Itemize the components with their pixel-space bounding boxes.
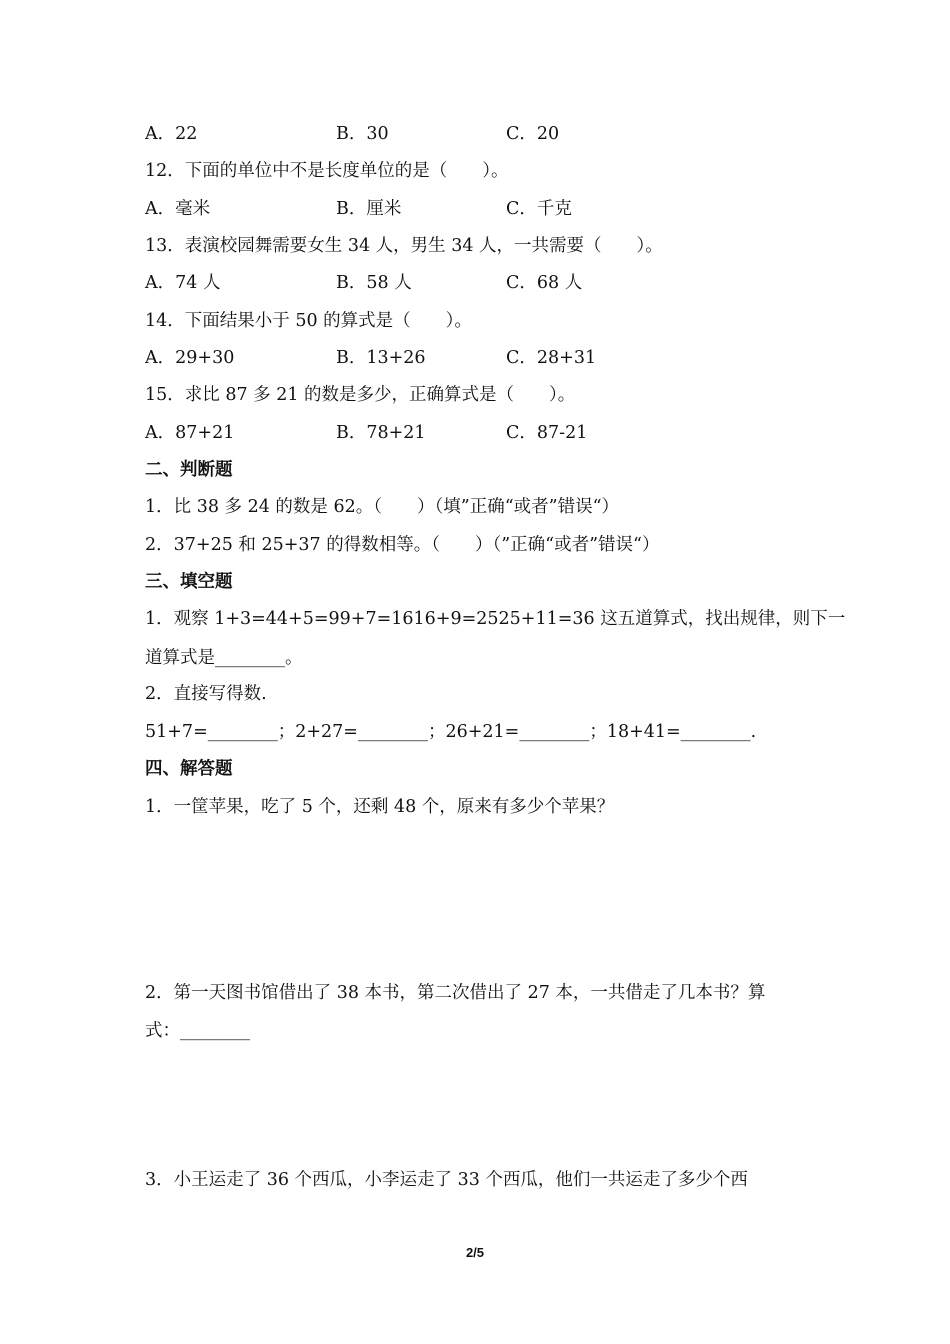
page-number: 2/5	[465, 1245, 485, 1260]
q12-stem: 12．下面的单位中不是长度单位的是（ ）。	[145, 161, 509, 181]
q11-option-c: C．20	[506, 124, 560, 144]
q11-option-b: B．30	[336, 124, 389, 144]
s3-question-1-line1: 1．观察 1+3=44+5=99+7=1616+9=2525+11=36 这五道算式，找出规律，则下一	[145, 609, 846, 629]
q15-option-a: A．87+21	[145, 423, 235, 443]
q13-stem: 13．表演校园舞需要女生 34 人，男生 34 人，一共需要（ ）。	[145, 236, 663, 256]
q14-option-a: A．29+30	[145, 348, 235, 368]
q13-option-c: C．68 人	[506, 273, 583, 293]
section-3-title: 三、填空题	[145, 572, 233, 592]
s3-question-2-items: 51+7=________；2+27=________；26+21=________；18+41=________.	[145, 722, 757, 742]
q14-option-b: B．13+26	[336, 348, 426, 368]
q12-option-c: C．千克	[506, 199, 572, 219]
s2-question-1: 1．比 38 多 24 的数是 62。（ ）（填”正确“或者”错误“）	[145, 497, 620, 517]
q13-option-a: A．74 人	[145, 273, 221, 293]
section-2-title: 二、判断题	[145, 460, 233, 480]
s4-question-1: 1．一筐苹果，吃了 5 个，还剩 48 个，原来有多少个苹果？	[145, 797, 615, 817]
q14-option-c: C．28+31	[506, 348, 597, 368]
q15-option-b: B．78+21	[336, 423, 426, 443]
s2-question-2: 2．37+25 和 25+37 的得数相等。（ ）（”正确“或者”错误“）	[145, 535, 660, 555]
q11-option-a: A．22	[145, 124, 198, 144]
q15-stem: 15．求比 87 多 21 的数是多少，正确算式是（ ）。	[145, 385, 576, 405]
s4-question-2-line1: 2．第一天图书馆借出了 38 本书，第二次借出了 27 本，一共借走了几本书？算	[145, 983, 766, 1003]
section-4-title: 四、解答题	[145, 759, 233, 779]
q14-stem: 14．下面结果小于 50 的算式是（ ）。	[145, 311, 472, 331]
q13-option-b: B．58 人	[336, 273, 412, 293]
s4-question-3-line1: 3．小王运走了 36 个西瓜，小李运走了 33 个西瓜，他们一共运走了多少个西	[145, 1170, 748, 1190]
s3-question-2-stem: 2．直接写得数.	[145, 684, 267, 704]
q12-option-a: A．毫米	[145, 199, 211, 219]
s4-question-2-line2: 式：________	[145, 1021, 250, 1041]
q15-option-c: C．87-21	[506, 423, 588, 443]
q12-option-b: B．厘米	[336, 199, 402, 219]
s3-question-1-line2: 道算式是________。	[145, 648, 303, 668]
